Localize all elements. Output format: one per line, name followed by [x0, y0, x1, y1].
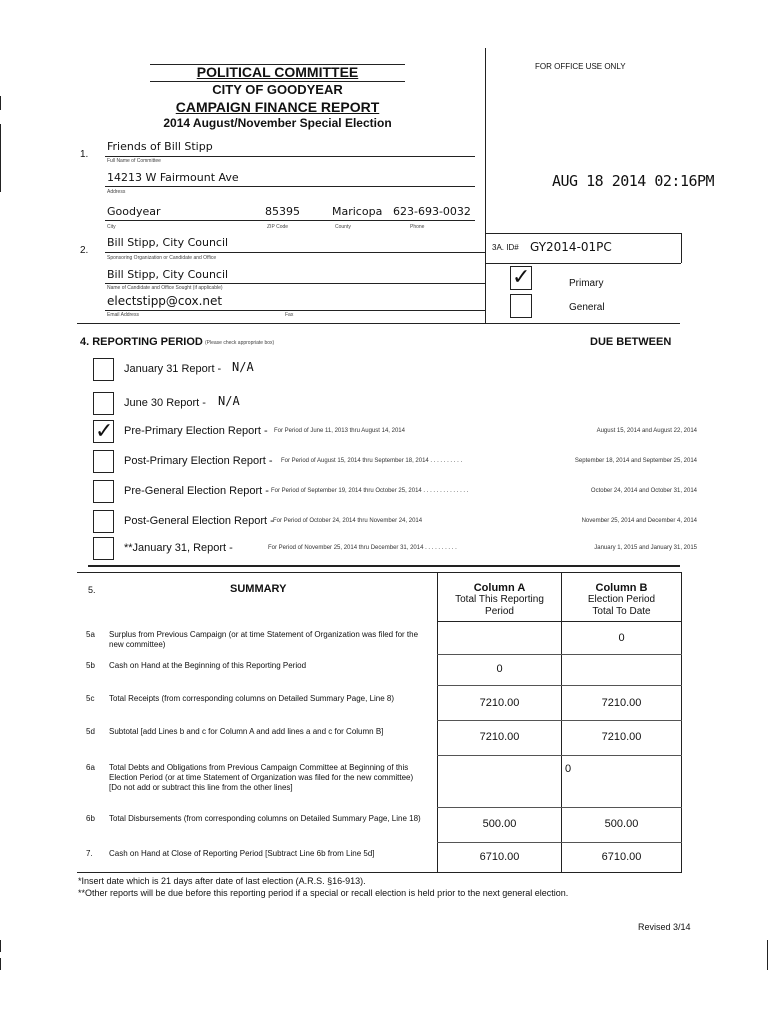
- general-label: General: [569, 302, 605, 313]
- summary-row-number: 7.: [86, 849, 93, 858]
- committee-county: Maricopa: [332, 205, 383, 218]
- summary-row-number: 6a: [86, 763, 95, 772]
- table-top: [77, 572, 682, 573]
- reporting-period-heading: 4. REPORTING PERIOD: [80, 336, 203, 348]
- summary-column-b-value: 0: [618, 632, 625, 644]
- report-checkbox[interactable]: [93, 510, 114, 533]
- report-due: November 25, 2014 and December 4, 2014: [581, 518, 697, 524]
- revised-label: Revised 3/14: [638, 922, 691, 932]
- column-b-sub2: Total To Date: [592, 606, 651, 617]
- report-label: Pre-General Election Report -: [124, 485, 269, 497]
- report-checkbox[interactable]: [93, 420, 114, 443]
- report-due: January 1, 2015 and January 31, 2015: [594, 545, 697, 551]
- field-line: [105, 220, 475, 221]
- id-box-top: [485, 233, 681, 234]
- sponsor-caption: Sponsoring Organization or Candidate and Office: [107, 255, 217, 261]
- committee-address: 14213 W Fairmount Ave: [107, 171, 239, 184]
- report-period: For Period of September 19, 2014 thru October 25, 2014 . . . . . . . . . . . . . .: [271, 488, 469, 494]
- report-checkbox[interactable]: [93, 450, 114, 473]
- table-header-rule: [437, 621, 682, 622]
- zip-caption: ZIP Code: [267, 224, 289, 230]
- title-election: 2014 August/November Special Election: [163, 116, 392, 130]
- summary-row-rule: [437, 842, 682, 843]
- margin-mark: [0, 940, 1, 952]
- checkmark-icon: ✓: [95, 418, 114, 443]
- item-number: 1.: [80, 149, 89, 160]
- primary-checkbox[interactable]: [510, 266, 532, 290]
- candidate: Bill Stipp, City Council: [107, 268, 229, 281]
- report-label: June 30 Report -: [124, 397, 206, 409]
- phone-caption: Phone: [410, 224, 425, 230]
- report-checkbox[interactable]: [93, 358, 114, 381]
- due-between-heading: DUE BETWEEN: [590, 336, 672, 348]
- summary-row-rule: [437, 807, 682, 808]
- committee-zip: 85395: [265, 205, 300, 218]
- summary-column-b-value: 500.00: [604, 818, 639, 830]
- column-a-header: [438, 582, 561, 618]
- email-caption: Email Address: [107, 312, 139, 318]
- table-right-border: [681, 572, 682, 872]
- office-use-label: FOR OFFICE USE ONLY: [535, 62, 626, 71]
- summary-row-rule: [437, 720, 682, 721]
- summary-row-number: 5c: [86, 694, 95, 703]
- address-caption: Address: [107, 189, 126, 195]
- committee-name-caption: Full Name of Committee: [107, 158, 161, 164]
- column-b-title: Column B: [595, 582, 648, 594]
- summary-row-number: 5b: [86, 661, 95, 670]
- summary-row-number: 6b: [86, 814, 95, 823]
- id-box-right: [681, 233, 682, 263]
- summary-column-a-value: 6710.00: [479, 850, 520, 863]
- report-period: For Period of November 25, 2014 thru December 31, 2014 . . . . . . . . . .: [268, 545, 457, 551]
- candidate-caption: Name of Candidate and Office Sought (if applicable): [107, 285, 223, 291]
- summary-column-b-value: 7210.00: [601, 731, 642, 743]
- general-checkbox[interactable]: [510, 294, 532, 318]
- field-line: [105, 186, 475, 187]
- summary-row-label: Cash on Hand at Close of Reporting Period [Subtract Line 6b from Line 5d]: [109, 849, 375, 858]
- primary-label: Primary: [569, 278, 604, 289]
- summary-column-b-value: 7210.00: [601, 697, 642, 709]
- summary-column-a-value: 500.00: [482, 818, 517, 830]
- city-caption: City: [107, 224, 116, 230]
- summary-column-a-value: 0: [496, 663, 503, 675]
- report-label: January 31 Report -: [124, 363, 222, 375]
- reporting-period-note: (Please check appropriate box): [205, 340, 275, 346]
- column-a-sub1: Total This Reporting: [455, 594, 544, 605]
- field-line: [105, 283, 485, 284]
- summary-column-b-value: 0: [565, 763, 572, 775]
- report-period: For Period of October 24, 2014 thru November 24, 2014: [273, 518, 423, 524]
- title-political-committee: POLITICAL COMMITTEE: [196, 64, 359, 80]
- field-line: [105, 156, 475, 157]
- summary-row-label: Total Disbursements (from corresponding columns on Detailed Summary Page, Line 18): [109, 814, 421, 823]
- footnote-1: *Insert date which is 21 days after date of last election (A.R.S. §16-913).: [78, 876, 366, 886]
- report-period: For Period of August 15, 2014 thru September 18, 2014 . . . . . . . . . .: [281, 458, 463, 464]
- summary-row-label: Surplus from Previous Campaign (or at time Statement of Organization was filed for the new committee): [109, 630, 419, 649]
- margin-mark: [767, 940, 768, 970]
- report-handwritten-note: N/A: [218, 394, 240, 408]
- sponsor: Bill Stipp, City Council: [107, 236, 229, 249]
- margin-mark: [0, 96, 1, 110]
- column-a-sub2: Period: [485, 606, 514, 617]
- summary-row-rule: [437, 755, 682, 756]
- column-b-sub1: Election Period: [587, 594, 656, 605]
- summary-number: 5.: [88, 585, 96, 595]
- summary-row-label: Cash on Hand at the Beginning of this Reporting Period: [109, 661, 307, 670]
- summary-row-number: 5d: [86, 727, 95, 736]
- summary-column-b-value: 6710.00: [601, 850, 642, 863]
- fax-caption: Fax: [285, 312, 294, 318]
- summary-row-label: Total Receipts (from corresponding columns on Detailed Summary Page, Line 8): [109, 694, 395, 703]
- committee-city: Goodyear: [107, 205, 161, 218]
- report-due: October 24, 2014 and October 31, 2014: [590, 488, 697, 494]
- summary-column-a-value: 7210.00: [479, 697, 520, 709]
- county-caption: County: [335, 224, 351, 230]
- column-b-header: [562, 582, 681, 618]
- margin-mark: [0, 958, 1, 970]
- summary-column-a-value: 7210.00: [479, 731, 520, 743]
- field-line: [105, 252, 485, 253]
- summary-row-number: 5a: [86, 630, 95, 639]
- report-due: August 15, 2014 and August 22, 2014: [596, 428, 697, 434]
- summary-heading: SUMMARY: [230, 583, 287, 595]
- committee-phone: 623-693-0032: [393, 205, 471, 218]
- footnote-2: **Other reports will be due before this reporting period if a special or recall election is held prior to the next general election.: [78, 888, 569, 898]
- received-stamp: AUG 18 2014 02:16PM: [552, 172, 715, 190]
- report-label: Pre-Primary Election Report -: [124, 425, 268, 437]
- report-label: Post-Primary Election Report -: [124, 455, 273, 467]
- email: electstipp@cox.net: [107, 294, 223, 308]
- report-handwritten-note: N/A: [232, 360, 254, 374]
- title-city: CITY OF GOODYEAR: [212, 82, 343, 97]
- summary-row-rule: [437, 685, 682, 686]
- report-period: For Period of June 11, 2013 thru August 14, 2014: [274, 428, 405, 434]
- report-label: **January 31, Report -: [124, 542, 233, 554]
- report-due: September 18, 2014 and September 25, 2014: [574, 458, 697, 464]
- report-checkbox[interactable]: [93, 537, 114, 560]
- report-label: Post-General Election Report -: [124, 515, 274, 527]
- summary-row-label: Subtotal [add Lines b and c for Column A and add lines a and c for Column B]: [109, 727, 384, 736]
- report-checkbox[interactable]: [93, 480, 114, 503]
- section-rule: [88, 565, 680, 567]
- committee-name: Friends of Bill Stipp: [107, 140, 213, 153]
- table-bottom: [77, 872, 682, 873]
- header-divider: [485, 48, 486, 324]
- item-number: 2.: [80, 245, 89, 256]
- title-report: CAMPAIGN FINANCE REPORT: [175, 99, 380, 115]
- column-a-title: Column A: [473, 582, 526, 594]
- summary-row-label: Total Debts and Obligations from Previous Campaign Committee at Beginning of this Election Period (or at time Statement of Organization was filed for the new committee) [Do not add or subtract this line from the other lines]: [109, 763, 414, 792]
- report-checkbox[interactable]: [93, 392, 114, 415]
- checkmark-icon: ✓: [512, 264, 531, 289]
- summary-row-rule: [437, 654, 682, 655]
- margin-mark: [0, 124, 1, 192]
- id-label: 3A. ID#: [492, 243, 519, 252]
- id-value: GY2014-01PC: [530, 240, 612, 254]
- field-line: [105, 310, 485, 311]
- section-rule: [77, 323, 680, 324]
